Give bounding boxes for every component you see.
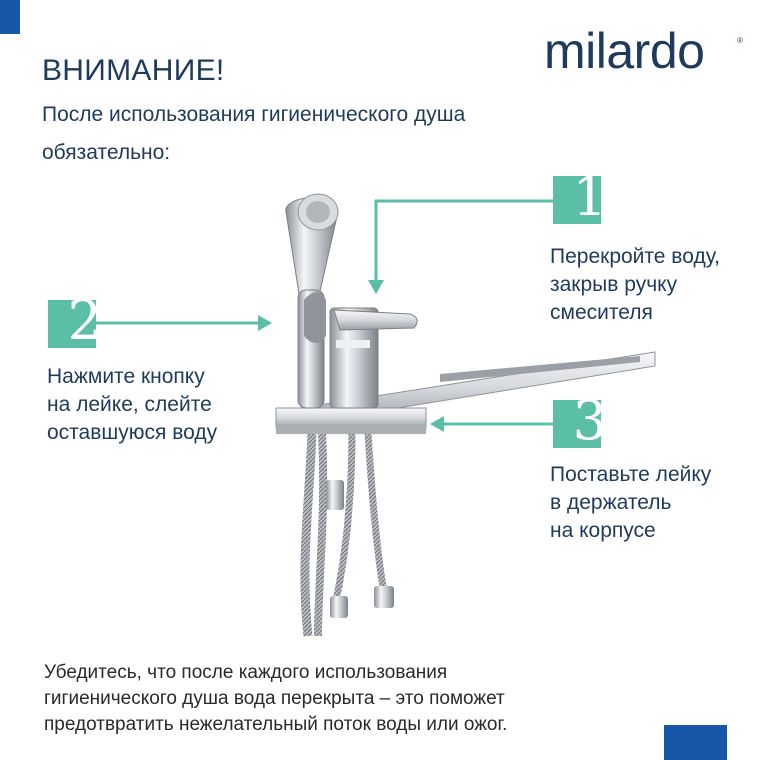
footer-note	[44, 660, 507, 738]
step-2-line-2: на лейке, слейте	[47, 393, 212, 416]
step-2-number: 2	[48, 300, 96, 348]
footer-line-2: гигиенического душа вода перекрыта – это поможет	[44, 688, 505, 709]
step-3-line-1: Поставьте лейку	[550, 463, 712, 486]
step-2-line-3: оставшуюся воду	[47, 421, 218, 444]
step-1-number: 1	[553, 176, 601, 224]
footer-line-3: предотвратить нежелательный поток воды или ожог.	[44, 714, 508, 735]
step-3-number: 3	[553, 400, 601, 448]
step-2-line-1: Нажмите кнопку	[47, 365, 205, 388]
step-1-text	[550, 243, 720, 327]
arrow-left-icon	[430, 416, 553, 432]
step-3-line-3: на корпусе	[550, 519, 656, 542]
brand-logo: milardo	[544, 23, 705, 79]
headline: ВНИМАНИЕ!	[42, 54, 225, 87]
step-3-line-2: в держатель	[550, 491, 672, 514]
step-3-text	[550, 461, 711, 545]
subhead: После использования гигиенического душа обязательно:	[42, 103, 466, 164]
footer-line-1: Убедитесь, что после каждого использования	[44, 662, 448, 683]
step-1-line-1: Перекройте воду,	[550, 245, 720, 268]
step-2-text	[47, 363, 217, 447]
arrow-right-icon	[96, 315, 272, 331]
brand-registered-mark: ®	[737, 36, 743, 45]
arrow-down-icon	[368, 201, 553, 294]
step-1-line-3: смесителя	[550, 301, 653, 324]
step-1-line-2: закрыв ручку	[550, 273, 678, 296]
flexible-hoses	[305, 430, 394, 636]
